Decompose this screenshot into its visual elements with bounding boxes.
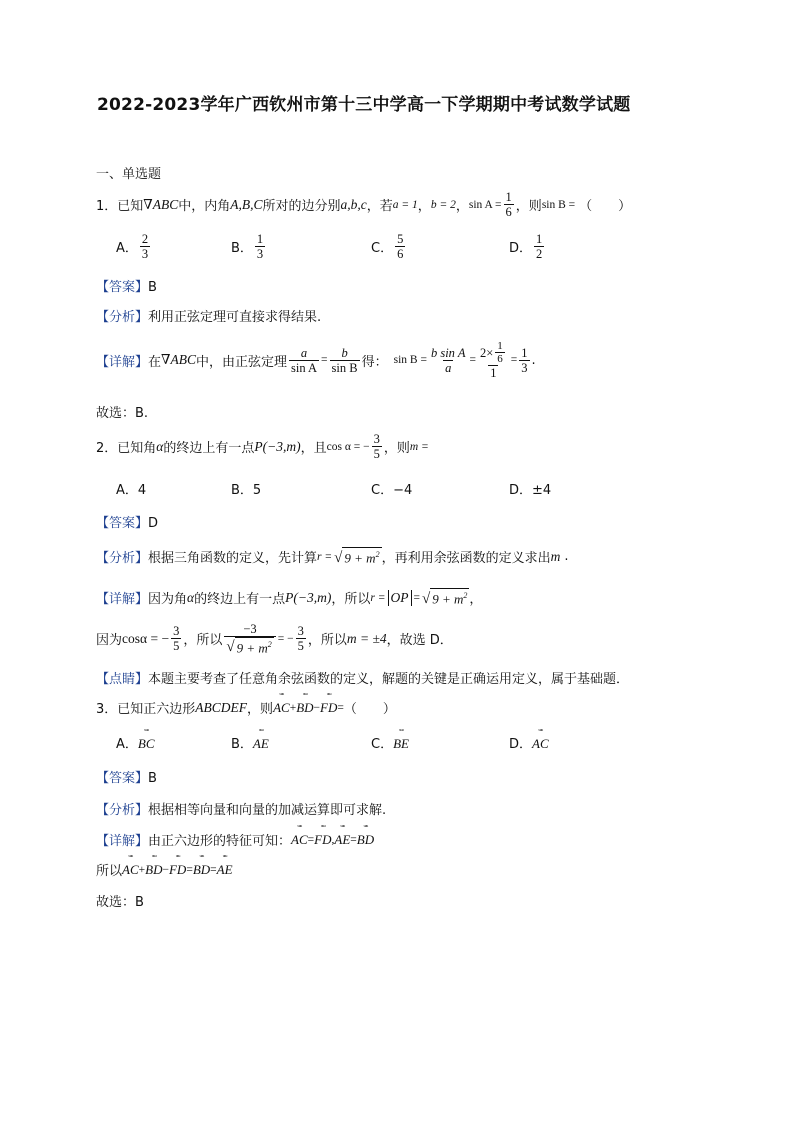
analysis-tag: 【分析】 <box>96 310 149 325</box>
calc2-inner-den: 6 <box>497 353 503 365</box>
q2-option-b[interactable] <box>231 479 261 498</box>
point-tag: 【点睛】 <box>96 672 149 687</box>
detail-vector-ac: ᵘᵘᵘ AC <box>291 832 308 848</box>
calc-eq-2: = <box>510 354 518 366</box>
q3-vector-bd: ᵘᵘᵘ BD <box>296 700 313 716</box>
option-num: 2 <box>141 232 149 246</box>
detail-alpha: α <box>187 589 195 605</box>
law-left-num: a <box>300 345 308 360</box>
line2-text-a: 因为 <box>96 633 123 649</box>
line2-text-b: ，所以 <box>183 633 223 649</box>
result-den: 3 <box>521 360 528 375</box>
question-1 <box>96 190 631 219</box>
q1-sinA-num: 1 <box>505 190 512 204</box>
calc-end: . <box>531 352 536 368</box>
line2-frac-num: −3 <box>243 622 257 636</box>
q2-point: P(−3,m) <box>254 438 301 454</box>
q3-option-a[interactable] <box>116 733 155 752</box>
line2-frac-den <box>224 636 275 655</box>
option-label: A． <box>116 737 138 752</box>
detail-text-a: 在 <box>148 354 162 370</box>
option-den: 6 <box>397 247 404 261</box>
option-label: B． <box>231 241 253 256</box>
calc2-inner-fraction <box>495 340 505 365</box>
q1-text-3: ，若 <box>366 199 393 214</box>
so-vector-fd: ᵘᵘᵘ FD <box>169 862 186 878</box>
detail-text-b: 中，由正弦定理 <box>195 354 287 370</box>
q1-triangle: ∇ABC <box>143 196 179 212</box>
sqrt-radicand: $9 + m^2$ <box>235 637 274 655</box>
q3-vector-fd: ᵘᵘᵘ FD <box>320 700 337 716</box>
option-fraction <box>395 232 405 261</box>
q2-cos-fraction <box>372 432 382 461</box>
calc2-den: 1 <box>490 366 497 380</box>
q1-sinA-lhs: sin A = <box>468 198 502 211</box>
q2-detail <box>96 588 482 607</box>
q2-option-a[interactable] <box>116 479 146 498</box>
detail-eq-2: = <box>350 833 357 846</box>
line2-fraction-3 <box>296 624 306 653</box>
line2-den-2: 5 <box>297 639 304 654</box>
q2-option-c[interactable] <box>371 479 412 498</box>
q1-text-1: 中，内角 <box>178 199 231 214</box>
point-text: 本题主要考查了任意角余弦函数的定义，解题的关键是正确运用定义，属于基础题． <box>148 672 630 687</box>
q3-op-minus: − <box>313 701 321 714</box>
q3-option-c[interactable] <box>371 733 409 752</box>
detail-tag: 【详解】 <box>96 834 149 849</box>
q3-eq: = <box>337 701 344 714</box>
option-label: A． <box>116 241 138 256</box>
line2-sqrt <box>226 637 273 655</box>
so-vector-bd-2: ᵘᵘᵘ BD <box>193 862 210 878</box>
so-vector-ae: ᵘᵘᵘ AE <box>217 862 233 878</box>
q3-answer <box>96 767 157 786</box>
q1-paren: （ ） <box>579 199 632 214</box>
option-den: 3 <box>141 247 149 261</box>
q1-sep-1: ， <box>417 199 431 214</box>
q1-option-b[interactable] <box>231 232 267 261</box>
analysis-m: m <box>550 548 561 564</box>
detail-text-b: 的终边上有一点 <box>194 592 286 607</box>
option-label: D． <box>509 241 533 256</box>
detail-tag: 【详解】 <box>96 592 149 607</box>
sqrt-symbol: √ <box>422 590 431 607</box>
question-3 <box>96 698 396 717</box>
q1-analysis <box>96 306 321 325</box>
calc-eq: = <box>469 354 476 366</box>
q3-number: 3． <box>96 702 118 717</box>
option-num: 5 <box>397 232 404 246</box>
option-value: 5 <box>252 483 262 498</box>
law-left-den: sin A <box>290 360 318 375</box>
q2-cos-num: 3 <box>373 432 380 446</box>
q1-option-c[interactable] <box>371 232 407 261</box>
so-vector-ac: ᵘᵘᵘ AC <box>122 862 139 878</box>
q1-a-value: a = 1 <box>392 198 418 211</box>
q1-text-2: 所对的边分别 <box>262 199 341 214</box>
detail-point: P(−3,m) <box>285 589 332 605</box>
line2-num-2: 3 <box>297 624 304 639</box>
so-eq-1: = <box>186 863 193 876</box>
q1-number: 1． <box>96 199 118 214</box>
option-label: C． <box>371 483 394 498</box>
answer-tag: 【答案】 <box>96 280 149 295</box>
law-left-fraction <box>289 346 319 375</box>
calc2-fraction <box>478 340 509 380</box>
detail-comma: , <box>331 833 335 846</box>
calc-fraction <box>429 346 468 375</box>
detail-eq-1: = <box>307 833 315 846</box>
q3-op-plus: + <box>289 701 297 714</box>
option-label: A． <box>116 483 138 498</box>
detail-op: OP <box>388 590 412 606</box>
calc-lhs: sin B = <box>393 354 427 366</box>
detail-r: r = <box>370 591 386 604</box>
option-den: 3 <box>256 247 264 261</box>
q2-answer <box>96 512 158 531</box>
detail-text-a: 因为角 <box>148 592 188 607</box>
detail-vector-fd: ᵘᵘᵘ FD <box>314 832 331 848</box>
line2-eq: = − <box>277 632 294 645</box>
q2-cos-den: 5 <box>373 447 380 461</box>
q1-sides: a,b,c <box>340 196 367 212</box>
sqrt-radicand: $9 + m^2$ <box>342 547 381 565</box>
answer-value: B <box>148 280 157 295</box>
detail-text-a: 由正六边形的特征可知： <box>148 834 292 849</box>
option-label: D． <box>509 737 533 752</box>
q2-point-note <box>96 668 629 687</box>
sqrt-symbol: √ <box>334 549 343 566</box>
q3-hexagon: ABCDEF <box>195 699 248 715</box>
option-label: C． <box>371 737 394 752</box>
law-right-num: b <box>341 345 348 360</box>
line2-text-c: ，所以 <box>307 633 347 649</box>
sqrt-radicand: $9 + m^2$ <box>430 588 469 606</box>
q3-vector-ac: ᵘᵘᵘ AC <box>273 700 290 716</box>
q2-cos-lhs: cos α = − <box>326 440 370 453</box>
result-num: 1 <box>521 345 528 360</box>
q2-analysis <box>96 547 568 566</box>
analysis-text: 根据相等向量和向量的加减运算即可求解. <box>148 803 387 818</box>
detail-sqrt <box>422 588 469 606</box>
sqrt-radicand-text: 9 + m <box>432 591 464 607</box>
question-2 <box>96 432 429 461</box>
q3-analysis <box>96 799 386 818</box>
option-vector: ᵘᵘᵘ AE <box>253 736 269 752</box>
line2-cos: cosα = − <box>122 630 170 646</box>
calc-den: a <box>445 360 452 375</box>
q1-answer <box>96 276 157 295</box>
q1-b-value: b = 2 <box>430 198 456 211</box>
option-label: B． <box>231 483 253 498</box>
q1-ask: sin B = <box>541 198 576 211</box>
q3-option-d[interactable] <box>509 733 549 752</box>
so-text: 所以 <box>96 864 123 879</box>
calc2-inner-num: 1 <box>497 340 503 352</box>
q2-ask: m = <box>409 440 429 453</box>
q1-sinA-fraction <box>504 190 514 219</box>
q1-angles: A,B,C <box>230 196 263 212</box>
option-vector: ᵘᵘᵘ BE <box>393 736 409 752</box>
answer-value: D <box>148 516 159 531</box>
so-vector-bd: ᵘᵘᵘ BD <box>145 862 162 878</box>
law-eq: = <box>321 354 328 366</box>
calc2-num-left: 2× <box>479 345 494 360</box>
page-title: 2022-2023学年广西钦州市第十三中学高一下学期期中考试数学试题 <box>97 95 631 115</box>
option-vector: ᵘᵘᵘ BC <box>138 736 155 752</box>
analysis-sqrt <box>334 547 381 565</box>
q1-text-4: ，则 <box>515 199 542 214</box>
q3-paren: （ ） <box>343 702 396 717</box>
analysis-text-b: ，再利用余弦函数的定义求出 <box>381 551 551 566</box>
analysis-text-a: 根据三角函数的定义，先计算 <box>148 551 318 566</box>
q1-sep-2: ， <box>455 199 469 214</box>
q2-text-1: 的终边上有一点 <box>163 441 255 456</box>
analysis-end: . <box>564 549 569 564</box>
option-label: D． <box>509 483 533 498</box>
so-eq-2: = <box>210 863 217 876</box>
calc2-num <box>478 340 509 365</box>
q2-text-3: ，则 <box>383 441 410 456</box>
q1-choose: 故选：B. <box>96 406 149 421</box>
sqrt-radicand-text: 9 + m <box>236 640 268 656</box>
q2-detail-line-2 <box>96 622 453 655</box>
detail-text-c: 得： <box>361 354 388 370</box>
q1-lead: 已知 <box>117 199 144 214</box>
analysis-text: 利用正弦定理可直接求得结果. <box>148 310 322 325</box>
result-fraction <box>519 346 529 375</box>
q3-option-b[interactable] <box>231 733 269 752</box>
law-right-den: sin B <box>331 360 358 375</box>
answer-tag: 【答案】 <box>96 516 149 531</box>
q3-choose: 故选：B <box>96 895 144 910</box>
q3-lead: 已知正六边形 <box>117 702 196 717</box>
detail-vector-ae: ᵘᵘᵘ AE <box>334 832 350 848</box>
detail-end: ， <box>469 592 483 607</box>
q3-text: ，则 <box>247 702 274 717</box>
calc-num: b sin A <box>430 345 466 360</box>
q1-option-a[interactable] <box>116 232 152 261</box>
detail-text-c: ，所以 <box>331 592 371 607</box>
q2-lead: 已知角 <box>117 441 157 456</box>
line2-text-d: ，故选 D． <box>386 633 453 649</box>
sqrt-symbol: √ <box>226 639 235 656</box>
q2-text-2: ，且 <box>300 441 327 456</box>
option-label: B． <box>231 737 253 752</box>
line2-m: m = ±4 <box>346 630 387 646</box>
detail-vector-bd: ᵘᵘᵘ BD <box>357 832 374 848</box>
line2-fraction-1 <box>171 624 181 653</box>
option-value: −4 <box>393 483 413 498</box>
line2-fraction-2 <box>224 622 275 655</box>
so-op-minus: − <box>162 863 169 876</box>
option-fraction <box>534 232 544 261</box>
analysis-r: r = <box>317 550 333 563</box>
q2-option-d[interactable] <box>509 479 551 498</box>
q2-alpha: α <box>156 438 164 454</box>
q2-number: 2． <box>96 441 118 456</box>
line2-num: 3 <box>173 624 180 639</box>
analysis-tag: 【分析】 <box>96 803 149 818</box>
q1-sinA-den: 6 <box>505 205 512 219</box>
q1-option-d[interactable] <box>509 232 546 261</box>
so-op-plus: + <box>138 863 146 876</box>
q3-so-line <box>96 860 233 879</box>
section-heading: 一、单选题 <box>96 167 162 182</box>
sqrt-radicand-text: 9 + m <box>344 550 376 566</box>
option-num: 1 <box>536 232 543 246</box>
option-label: C． <box>371 241 394 256</box>
answer-tag: 【答案】 <box>96 771 149 786</box>
law-right-fraction <box>330 346 360 375</box>
line2-den: 5 <box>173 639 180 654</box>
option-fraction <box>255 232 265 261</box>
option-value: 4 <box>137 483 147 498</box>
option-value: ±4 <box>532 483 552 498</box>
detail-eq: = <box>413 591 421 604</box>
option-den: 2 <box>536 247 543 261</box>
option-fraction <box>140 232 150 261</box>
analysis-tag: 【分析】 <box>96 551 149 566</box>
q3-detail <box>96 830 374 849</box>
detail-triangle: ∇ABC <box>161 352 196 367</box>
option-num: 1 <box>256 232 264 246</box>
option-vector: ᵘᵘᵘ AC <box>532 736 549 752</box>
detail-tag: 【详解】 <box>96 354 149 370</box>
q1-detail <box>96 340 536 380</box>
answer-value: B <box>148 771 157 786</box>
